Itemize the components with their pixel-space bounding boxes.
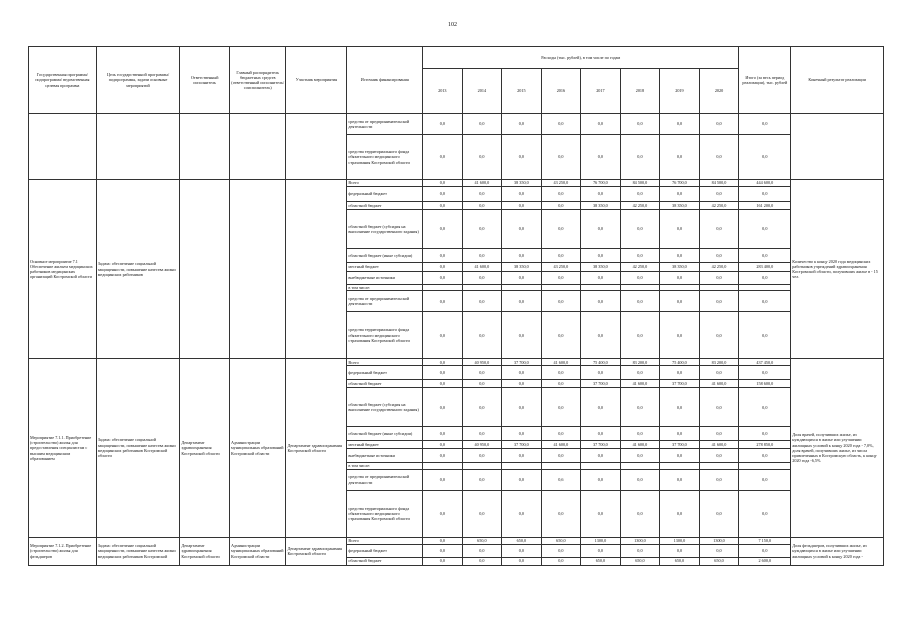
total-cell: 0,0	[739, 291, 791, 312]
source-cell: средства от предпринимательской деятельности	[347, 291, 423, 312]
value-cell: 0,0	[581, 449, 621, 463]
value-cell: 650,0	[581, 557, 621, 565]
source-cell: средства территориального фонда обязательного медицинского страхования Костромской области	[347, 135, 423, 180]
value-cell: 0,0	[502, 490, 542, 537]
header-year: 2017	[581, 69, 621, 114]
value-cell: 0,0	[502, 427, 542, 441]
result-cell: Доля фельдшеров, получивших жилье, из нуждающихся в жилье или улучшении жилищных условий к концу 2020 года -	[791, 537, 884, 565]
header-year: 2014	[462, 69, 502, 114]
value-cell: 0,0	[620, 427, 660, 441]
value-cell: 0,0	[699, 388, 739, 427]
value-cell: 0,0	[502, 449, 542, 463]
value-cell: 0,0	[660, 249, 700, 263]
value-cell: 0,0	[581, 366, 621, 380]
value-cell: 42 250,0	[699, 263, 739, 272]
value-cell: 0,0	[423, 544, 463, 557]
value-cell: 0,0	[541, 380, 581, 388]
source-cell: областной бюджет	[347, 557, 423, 565]
value-cell: 0,0	[660, 272, 700, 285]
source-cell: областной бюджет	[347, 380, 423, 388]
total-cell: 0,0	[739, 249, 791, 263]
table-row	[29, 180, 884, 187]
header-year: 2016	[541, 69, 581, 114]
value-cell: 76 700,0	[660, 180, 700, 187]
value-cell: 43 250,0	[541, 263, 581, 272]
value-cell: 75 400,0	[660, 359, 700, 366]
value-cell: 0,0	[541, 490, 581, 537]
value-cell: 0,0	[423, 469, 463, 490]
value-cell: 41 600,0	[541, 441, 581, 449]
value-cell: 41 600,0	[541, 359, 581, 366]
value-cell: 0,0	[541, 249, 581, 263]
value-cell: 0,0	[462, 388, 502, 427]
executor-cell	[180, 180, 230, 359]
value-cell: 38 350,0	[660, 202, 700, 210]
value-cell: 0,0	[502, 210, 542, 249]
value-cell: 0,0	[462, 469, 502, 490]
participant-cell: Департамент здравоохранения Костромской области	[286, 359, 347, 537]
value-cell: 0,0	[462, 187, 502, 202]
grbs-cell: Администрации муниципальных образований Костромской области	[230, 359, 286, 537]
value-cell: 0,0	[699, 427, 739, 441]
value-cell: 0,0	[541, 544, 581, 557]
total-cell: 0,0	[739, 135, 791, 180]
value-cell: 42 250,0	[620, 263, 660, 272]
value-cell: 0,0	[462, 202, 502, 210]
value-cell: 0,0	[581, 312, 621, 359]
value-cell: 0,0	[423, 359, 463, 366]
value-cell: 0,0	[699, 210, 739, 249]
total-cell: 0,0	[739, 427, 791, 441]
value-cell: 0,0	[502, 135, 542, 180]
source-cell: местный бюджет	[347, 441, 423, 449]
value-cell: 0,0	[423, 449, 463, 463]
value-cell: 41 600,0	[620, 380, 660, 388]
total-cell: 0,0	[739, 114, 791, 135]
value-cell: 0,0	[423, 388, 463, 427]
header-executor: Ответственный исполнитель	[180, 47, 230, 114]
value-cell: 0,0	[660, 114, 700, 135]
value-cell: 0,0	[660, 388, 700, 427]
value-cell: 0,0	[581, 210, 621, 249]
value-cell: 0,0	[660, 366, 700, 380]
total-cell: 0,0	[739, 449, 791, 463]
header-source: Источник финансирования	[347, 47, 423, 114]
value-cell: 38 350,0	[502, 263, 542, 272]
value-cell: 0,0	[541, 291, 581, 312]
value-cell: 0,0	[541, 388, 581, 427]
header-result: Конечный результат реализации	[791, 47, 884, 114]
value-cell: 0,0	[581, 135, 621, 180]
value-cell: 42 250,0	[620, 202, 660, 210]
value-cell: 0,0	[502, 312, 542, 359]
source-cell: местный бюджет	[347, 263, 423, 272]
total-cell: 437 450,0	[739, 359, 791, 366]
value-cell: 0,0	[423, 249, 463, 263]
source-cell: Всего	[347, 180, 423, 187]
grbs-cell	[230, 114, 286, 180]
value-cell: 0,0	[660, 135, 700, 180]
value-cell: 0,0	[462, 427, 502, 441]
total-cell: 0,0	[739, 272, 791, 285]
value-cell: 0,0	[462, 544, 502, 557]
result-cell: Количество к концу 2020 года медицинских работников учреждений здравоохранения Костромской области, получивших жилье в - 15 чел.	[791, 180, 884, 359]
participant-cell: Департамент здравоохранения Костромской области	[286, 537, 347, 565]
value-cell: 0,0	[620, 490, 660, 537]
value-cell: 0,0	[462, 249, 502, 263]
value-cell: 0,0	[581, 469, 621, 490]
value-cell: 0,0	[699, 469, 739, 490]
result-cell	[791, 114, 884, 180]
value-cell: 0,0	[620, 469, 660, 490]
value-cell: 0,6	[541, 469, 581, 490]
value-cell: 0,0	[541, 427, 581, 441]
source-cell: средства территориального фонда обязательного медицинского страхования Костромской области	[347, 490, 423, 537]
value-cell: 0,0	[699, 490, 739, 537]
source-cell: внебюджетные источники	[347, 272, 423, 285]
value-cell: 0,0	[423, 441, 463, 449]
value-cell: 0,0	[423, 380, 463, 388]
value-cell: 0,0	[541, 272, 581, 285]
value-cell: 0,0	[699, 449, 739, 463]
value-cell: 76 700,0	[581, 180, 621, 187]
value-cell: 0,0	[541, 449, 581, 463]
value-cell: 0,0	[423, 180, 463, 187]
value-cell: 41 600,0	[462, 263, 502, 272]
value-cell: 0,0	[699, 312, 739, 359]
source-cell: областной бюджет (субсидия на выполнение государственного задания)	[347, 388, 423, 427]
total-cell: 0,0	[739, 366, 791, 380]
total-cell: 0,0	[739, 388, 791, 427]
value-cell: 0,0	[581, 187, 621, 202]
value-cell: 37 700,0	[502, 359, 542, 366]
value-cell: 650,0	[660, 557, 700, 565]
value-cell: 0,0	[541, 366, 581, 380]
value-cell: 0,0	[620, 449, 660, 463]
value-cell: 0,0	[462, 380, 502, 388]
value-cell: 37 700,0	[660, 380, 700, 388]
source-cell: областной бюджет (иные субсидии)	[347, 427, 423, 441]
value-cell: 0,0	[660, 291, 700, 312]
value-cell: 0,0	[581, 427, 621, 441]
value-cell: 37 700,0	[581, 441, 621, 449]
value-cell: 38 350,0	[502, 180, 542, 187]
total-cell: 0,0	[739, 312, 791, 359]
value-cell: 0,0	[620, 312, 660, 359]
value-cell: 83 200,0	[620, 359, 660, 366]
header-year: 2019	[660, 69, 700, 114]
value-cell: 0,0	[423, 557, 463, 565]
value-cell: 0,0	[502, 366, 542, 380]
value-cell: 0,0	[462, 135, 502, 180]
value-cell: 0,0	[620, 388, 660, 427]
value-cell: 41 600,0	[699, 441, 739, 449]
value-cell: 0,0	[699, 249, 739, 263]
value-cell: 37 700,0	[502, 441, 542, 449]
header-goal: Цель государственной программы/подпрограммы, задачи основные мероприятий	[96, 47, 180, 114]
value-cell: 0,0	[502, 469, 542, 490]
value-cell: 0,0	[541, 202, 581, 210]
budget-table	[28, 46, 884, 566]
value-cell: 650,0	[502, 537, 542, 544]
value-cell: 0,0	[541, 135, 581, 180]
source-cell: Всего	[347, 359, 423, 366]
program-cell: Мероприятие 7.1.2. Приобретение (строительство) жилья для фельдшеров	[29, 537, 97, 565]
value-cell: 650,0	[699, 557, 739, 565]
value-cell: 0,0	[423, 135, 463, 180]
grbs-cell: Администрации муниципальных образований Костромской области	[230, 537, 286, 565]
value-cell: 0,0	[541, 187, 581, 202]
value-cell: 0,0	[502, 249, 542, 263]
header-year: 2013	[423, 69, 463, 114]
value-cell: 0,0	[423, 366, 463, 380]
value-cell: 0,0	[462, 272, 502, 285]
source-cell: средства от предпринимательской деятельности	[347, 469, 423, 490]
table-row	[29, 114, 884, 135]
value-cell: 0,0	[462, 490, 502, 537]
total-cell: 444 600,0	[739, 180, 791, 187]
executor-cell	[180, 114, 230, 180]
value-cell: 0,0	[423, 272, 463, 285]
value-cell: 0,0	[502, 380, 542, 388]
value-cell: 0,0	[581, 249, 621, 263]
value-cell: 0,0	[541, 557, 581, 565]
source-cell: федеральный бюджет	[347, 544, 423, 557]
program-cell: Мероприятие 7.1.1. Приобретение (строительство) жилья для предоставления специалистам с высшим медицинским образованием	[29, 359, 97, 537]
header-total: Итого (за весь период реализации), тыс. рублей	[739, 47, 791, 114]
value-cell: 0,0	[620, 114, 660, 135]
value-cell: 0,0	[462, 366, 502, 380]
source-cell: областной бюджет (субсидия на выполнение государственного задания)	[347, 210, 423, 249]
value-cell: 0,0	[423, 312, 463, 359]
value-cell: 0,0	[423, 187, 463, 202]
value-cell: 0,0	[699, 272, 739, 285]
executor-cell: Департамент здравоохранения Костромской области	[180, 537, 230, 565]
value-cell: 38 350,0	[581, 202, 621, 210]
total-cell: 0,0	[739, 210, 791, 249]
value-cell: 0,0	[699, 114, 739, 135]
value-cell: 0,0	[699, 187, 739, 202]
value-cell: 0,0	[581, 272, 621, 285]
value-cell: 37 700,0	[581, 380, 621, 388]
header-grbs: Главный распорядитель бюджетных средств (ответственный исполнитель/ соисполнитель)	[230, 47, 286, 114]
value-cell: 0,0	[502, 272, 542, 285]
value-cell: 41 600,0	[462, 180, 502, 187]
value-cell: 0,0	[660, 490, 700, 537]
header-year: 2020	[699, 69, 739, 114]
participant-cell	[286, 180, 347, 359]
value-cell: 0,0	[423, 537, 463, 544]
page-number: 102	[448, 22, 457, 28]
value-cell: 0,0	[699, 544, 739, 557]
value-cell: 0,0	[660, 449, 700, 463]
goal-cell: Задача: обеспечение социальной защищенности, повышение качества жизни медицинских работников	[96, 180, 180, 359]
source-cell: средства от предпринимательской деятельности	[347, 114, 423, 135]
value-cell: 0,0	[620, 544, 660, 557]
total-cell: 161 200,0	[739, 202, 791, 210]
value-cell: 0,0	[660, 312, 700, 359]
value-cell: 1300,0	[699, 537, 739, 544]
header-program: Государственная программа/подпрограмма/ ведомственная целевая программа	[29, 47, 97, 114]
value-cell: 0,0	[660, 469, 700, 490]
value-cell: 40 950,0	[462, 441, 502, 449]
value-cell: 0,0	[660, 544, 700, 557]
value-cell: 0,0	[462, 449, 502, 463]
goal-cell: Задача: обеспечение социальной защищенности, повышение качества жизни медицинских работников Костромской области	[96, 359, 180, 537]
value-cell: 0,0	[423, 202, 463, 210]
value-cell: 0,0	[423, 427, 463, 441]
value-cell: 0,0	[581, 544, 621, 557]
value-cell: 0,0	[699, 366, 739, 380]
value-cell: 650,0	[620, 557, 660, 565]
table-row	[29, 359, 884, 366]
value-cell: 0,0	[620, 249, 660, 263]
value-cell: 0,0	[581, 490, 621, 537]
value-cell: 40 950,0	[462, 359, 502, 366]
value-cell: 0,0	[541, 312, 581, 359]
source-cell: в том числе:	[347, 285, 423, 291]
source-cell: федеральный бюджет	[347, 366, 423, 380]
value-cell: 0,0	[541, 210, 581, 249]
value-cell: 650,0	[462, 537, 502, 544]
grbs-cell	[230, 180, 286, 359]
source-cell: федеральный бюджет	[347, 187, 423, 202]
value-cell: 84 500,0	[699, 180, 739, 187]
value-cell: 0,0	[423, 114, 463, 135]
value-cell: 75 400,0	[581, 359, 621, 366]
source-cell: средства территориального фонда обязательного медицинского страхования Костромской области	[347, 312, 423, 359]
value-cell: 0,0	[462, 291, 502, 312]
value-cell: 0,0	[581, 114, 621, 135]
value-cell: 0,0	[581, 388, 621, 427]
value-cell: 650,0	[541, 537, 581, 544]
value-cell: 0,0	[502, 291, 542, 312]
value-cell: 0,0	[423, 263, 463, 272]
value-cell: 0,0	[660, 187, 700, 202]
value-cell: 1300,0	[660, 537, 700, 544]
value-cell: 0,0	[502, 202, 542, 210]
value-cell: 41 600,0	[620, 441, 660, 449]
result-cell: Доля врачей, получивших жилье, из нуждающихся в жилье или улучшении жилищных условий к концу 2020 года - 7,0%, доля врачей, получивших жилье, из числа привлеченных в Костромскую область, к концу 2020 года -6,5%	[791, 359, 884, 537]
value-cell: 0,0	[502, 544, 542, 557]
source-cell: внебюджетные источники	[347, 449, 423, 463]
source-cell: в том числе:	[347, 463, 423, 469]
value-cell: 0,0	[462, 312, 502, 359]
total-cell: 0,0	[739, 469, 791, 490]
total-cell: 7 150,0	[739, 537, 791, 544]
value-cell: 1300,0	[581, 537, 621, 544]
header-expenses: Расходы (тыс. рублей), в том числе по годам	[423, 47, 739, 69]
value-cell: 0,0	[660, 427, 700, 441]
value-cell: 0,0	[699, 291, 739, 312]
table-row	[29, 537, 884, 544]
value-cell: 0,0	[620, 272, 660, 285]
total-cell: 158 600,0	[739, 380, 791, 388]
value-cell: 0,0	[502, 114, 542, 135]
total-cell: 283 400,0	[739, 263, 791, 272]
value-cell: 0,0	[462, 557, 502, 565]
total-cell: 0,0	[739, 544, 791, 557]
value-cell: 0,0	[620, 187, 660, 202]
value-cell: 83 200,0	[699, 359, 739, 366]
goal-cell: Задача: обеспечение социальной защищенности, повышение качества жизни медицинских работников Костромской	[96, 537, 180, 565]
total-cell: 2 600,0	[739, 557, 791, 565]
value-cell: 38 350,0	[660, 263, 700, 272]
total-cell: 0,0	[739, 187, 791, 202]
value-cell: 0,0	[502, 187, 542, 202]
participant-cell	[286, 114, 347, 180]
value-cell: 0,0	[620, 366, 660, 380]
program-cell	[29, 114, 97, 180]
value-cell: 0,0	[620, 210, 660, 249]
value-cell: 38 350,0	[581, 263, 621, 272]
value-cell: 0,0	[423, 490, 463, 537]
value-cell: 1300,0	[620, 537, 660, 544]
value-cell: 0,0	[423, 291, 463, 312]
value-cell: 0,0	[699, 135, 739, 180]
value-cell: 37 700,0	[660, 441, 700, 449]
value-cell: 41 600,0	[699, 380, 739, 388]
header-participant: Участник мероприятия	[286, 47, 347, 114]
value-cell: 0,0	[423, 210, 463, 249]
source-cell: Всего	[347, 537, 423, 544]
total-cell: 0,0	[739, 490, 791, 537]
header-year: 2015	[502, 69, 542, 114]
budget-table-body	[29, 114, 884, 566]
value-cell: 0,0	[502, 388, 542, 427]
source-cell: областной бюджет (иные субсидии)	[347, 249, 423, 263]
value-cell: 84 500,0	[620, 180, 660, 187]
program-cell: Основное мероприятие 7.1 Обеспечение жильем медицинских работников медицинских организаций Костромской области	[29, 180, 97, 359]
value-cell: 0,0	[462, 114, 502, 135]
value-cell: 0,0	[541, 114, 581, 135]
source-cell: областной бюджет	[347, 202, 423, 210]
value-cell: 42 250,0	[699, 202, 739, 210]
value-cell: 0,0	[581, 291, 621, 312]
total-cell: 278 850,0	[739, 441, 791, 449]
goal-cell	[96, 114, 180, 180]
value-cell: 0,0	[620, 291, 660, 312]
header-year: 2018	[620, 69, 660, 114]
value-cell: 43 250,0	[541, 180, 581, 187]
executor-cell: Департамент здравоохранения Костромской области	[180, 359, 230, 537]
value-cell: 0,0	[502, 557, 542, 565]
value-cell: 0,0	[462, 210, 502, 249]
value-cell: 0,0	[620, 135, 660, 180]
value-cell: 0,0	[660, 210, 700, 249]
